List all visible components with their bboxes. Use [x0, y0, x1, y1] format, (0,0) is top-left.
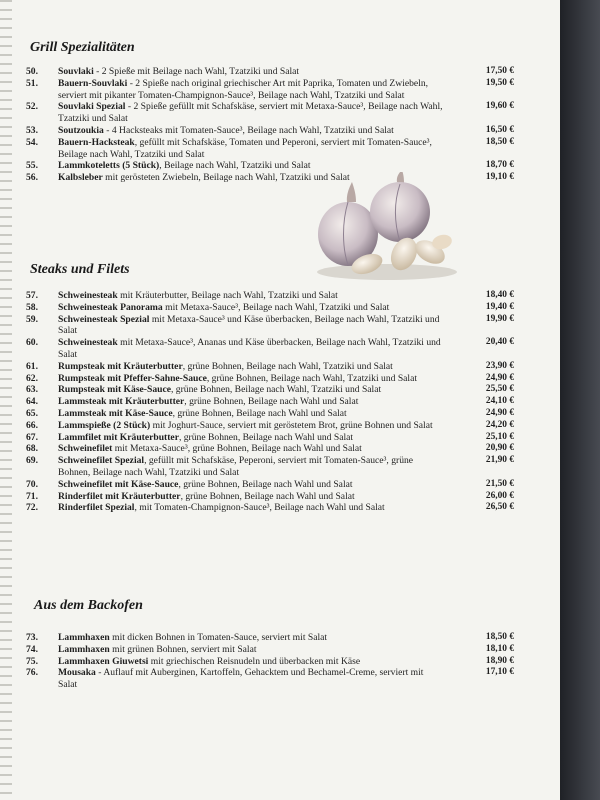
item-number: 56.	[26, 172, 38, 184]
item-price: 19,10 €	[485, 172, 514, 183]
item-price: 19,90 €	[485, 313, 514, 324]
item-description: mit Metaxa-Sauce³, Ananas und Käse überbacken, Beilage nach Wahl, Tzatziki und Salat	[58, 337, 441, 360]
item-number: 53.	[26, 124, 38, 136]
item-name: Rinderfilet mit Kräuterbutter	[58, 490, 181, 502]
item-price: 18,90 €	[485, 655, 514, 666]
item-price: 19,40 €	[485, 301, 514, 312]
item-name: Kalbsleber	[58, 172, 103, 184]
menu-item	[26, 455, 514, 479]
item-name: Lammkoteletts (5 Stück)	[58, 160, 160, 172]
item-name: Lammhaxen Giuwetsi	[58, 655, 149, 667]
item-description: mit Metaxa-Sauce³ und Käse überbacken, Beilage nach Wahl, Tzatziki und Salat	[58, 313, 440, 337]
menu-item	[26, 101, 514, 125]
item-name: Bauern-Souvlaki	[58, 77, 128, 89]
menu-item	[26, 644, 514, 656]
item-name: Rinderfilet Spezial	[58, 502, 135, 514]
item-name: Rumpsteak mit Kräuterbutter	[58, 360, 183, 372]
item-number: 62.	[26, 372, 38, 384]
item-description: mit Joghurt-Sauce, serviert mit geröstetem Brot, grüne Bohnen und Salat	[150, 419, 433, 431]
section-title-backofen: Aus dem Backofen	[34, 598, 143, 613]
item-number: 51.	[26, 77, 38, 89]
item-price: 23,90 €	[485, 360, 514, 371]
item-price: 26,50 €	[485, 502, 514, 513]
menu-item	[26, 502, 514, 514]
item-name: Rumpsteak mit Pfeffer-Sahne-Sauce	[58, 372, 207, 384]
item-price: 18,10 €	[485, 643, 514, 654]
menu-item	[26, 66, 514, 78]
menu-item	[26, 290, 514, 302]
item-name: Mousaka	[58, 667, 96, 679]
item-name: Rumpsteak mit Käse-Sauce	[58, 384, 171, 396]
item-description: , Beilage nach Wahl, Tzatziki und Salat	[159, 160, 311, 172]
section-backofen-items	[26, 632, 514, 691]
item-number: 73.	[26, 632, 38, 643]
menu-item	[26, 632, 514, 644]
item-description: mit grünen Bohnen, serviert mit Salat	[109, 643, 257, 655]
item-price: 21,50 €	[485, 478, 514, 489]
item-name: Lammspieße (2 Stück)	[58, 419, 151, 431]
item-price: 18,40 €	[485, 290, 514, 300]
item-price: 24,10 €	[485, 396, 514, 407]
item-number: 59.	[26, 313, 38, 325]
item-description: - 2 Spieße mit Beilage nach Wahl, Tzatziki und Salat	[93, 66, 300, 77]
item-price: 19,60 €	[485, 101, 514, 112]
background-edge	[560, 0, 600, 800]
item-number: 74.	[26, 643, 38, 655]
item-description: - 4 Hacksteaks mit Tomaten-Sauce³, Beilage nach Wahl, Tzatziki und Salat	[103, 124, 394, 136]
item-number: 50.	[26, 66, 38, 77]
item-price: 25,50 €	[485, 384, 514, 395]
section-grill-items	[26, 66, 514, 184]
item-description: , grüne Bohnen, Beilage nach Wahl und Salat	[178, 478, 353, 490]
menu-item	[26, 337, 514, 361]
item-price: 19,50 €	[485, 77, 514, 88]
item-description: , grüne Bohnen, Beilage nach Wahl, Tzatziki und Salat	[171, 384, 382, 396]
item-price: 18,70 €	[485, 160, 514, 171]
item-description: mit dicken Bohnen in Tomaten-Sauce, serviert mit Salat	[109, 632, 328, 643]
item-price: 16,50 €	[485, 124, 514, 135]
item-name: Schweinefilet Spezial	[58, 455, 145, 467]
spiral-binding	[0, 0, 12, 800]
item-name: Schweinesteak Panorama	[58, 301, 163, 313]
item-number: 52.	[26, 101, 38, 113]
item-number: 71.	[26, 490, 38, 502]
menu-item	[26, 384, 514, 396]
menu-item	[26, 491, 514, 503]
item-number: 60.	[26, 337, 38, 349]
item-description: - 2 Spieße nach original griechischer Art mit Paprika, Tomaten und Zwiebeln, serviert mit pikanter Tomaten-Champignon-Sauce³, Beilage nach Wahl, Tzatziki und Salat	[58, 77, 429, 101]
item-number: 68.	[26, 443, 38, 455]
menu-item	[26, 443, 514, 455]
item-description: mit Metaxa-Sauce³, grüne Bohnen, Beilage nach Wahl und Salat	[112, 443, 362, 455]
item-description: , grüne Bohnen, Beilage nach Wahl, Tzatziki und Salat	[182, 360, 393, 372]
menu-item	[26, 396, 514, 408]
item-number: 70.	[26, 478, 38, 490]
item-number: 66.	[26, 419, 38, 431]
item-name: Souvlaki Spezial	[58, 101, 126, 113]
item-price: 17,10 €	[485, 667, 514, 678]
item-price: 18,50 €	[485, 632, 514, 642]
menu-item	[26, 302, 514, 314]
item-number: 76.	[26, 667, 38, 679]
section-title-steaks: Steaks und Filets	[30, 262, 130, 277]
item-number: 67.	[26, 431, 38, 443]
item-price: 25,10 €	[485, 431, 514, 442]
item-description: , grüne Bohnen, Beilage nach Wahl und Salat	[184, 396, 359, 408]
item-price: 20,90 €	[485, 443, 514, 454]
menu-item	[26, 479, 514, 491]
menu-item	[26, 667, 514, 691]
item-number: 55.	[26, 160, 38, 172]
item-price: 24,90 €	[485, 372, 514, 383]
item-name: Lammsteak mit Käse-Sauce	[58, 407, 173, 419]
item-name: Bauern-Hacksteak	[58, 136, 135, 148]
item-name: Lammhaxen	[58, 643, 110, 655]
menu-item	[26, 137, 514, 161]
garlic-illustration-icon	[312, 172, 462, 282]
item-number: 69.	[26, 455, 38, 467]
item-description: , grüne Bohnen, Beilage nach Wahl und Salat	[172, 407, 347, 419]
item-number: 72.	[26, 502, 38, 514]
item-description: mit Kräuterbutter, Beilage nach Wahl, Tzatziki und Salat	[117, 290, 338, 301]
item-number: 61.	[26, 360, 38, 372]
item-price: 17,50 €	[485, 66, 514, 76]
item-name: Schweinefilet mit Käse-Sauce	[58, 478, 179, 490]
item-number: 57.	[26, 290, 38, 301]
item-number: 64.	[26, 396, 38, 408]
item-number: 54.	[26, 136, 38, 148]
item-number: 75.	[26, 655, 38, 667]
item-description: mit griechischen Reisnudeln und überbacken mit Käse	[148, 655, 361, 667]
item-price: 21,90 €	[485, 455, 514, 466]
menu-item	[26, 420, 514, 432]
menu-item	[26, 408, 514, 420]
item-price: 20,40 €	[485, 337, 514, 348]
item-description: , gefüllt mit Schafskäse, Tomaten und Peperoni, serviert mit Tomaten-Sauce³, Beilage nach Wahl, Tzatziki und Salat	[58, 136, 432, 160]
item-description: mit Metaxa-Sauce³, Beilage nach Wahl, Tzatziki und Salat	[162, 301, 390, 313]
menu-item	[26, 432, 514, 444]
item-price: 24,90 €	[485, 407, 514, 418]
item-description: , grüne Bohnen, Beilage nach Wahl und Salat	[180, 490, 355, 502]
item-name: Schweinesteak Spezial	[58, 313, 150, 325]
item-description: , grüne Bohnen, Beilage nach Wahl und Salat	[178, 431, 354, 443]
item-number: 65.	[26, 407, 38, 419]
item-number: 63.	[26, 384, 38, 396]
item-name: Schweinesteak	[58, 337, 118, 349]
item-description: , gefüllt mit Schafskäse, Peperoni, serviert mit Tomaten-Sauce³, grüne Bohnen, Beilage nach Wahl, Tzatziki und Salat	[58, 455, 414, 478]
menu-item	[26, 314, 514, 338]
item-price: 18,50 €	[485, 136, 514, 147]
item-name: Soutzoukia	[58, 124, 104, 136]
item-name: Lammhaxen	[58, 632, 110, 643]
item-description: , mit Tomaten-Champignon-Sauce³, Beilage nach Wahl und Salat	[134, 502, 385, 514]
menu-item	[26, 160, 514, 172]
section-title-grill: Grill Spezialitäten	[30, 40, 135, 55]
item-description: - 2 Spieße gefüllt mit Schafskäse, serviert mit Metaxa-Sauce³, Beilage nach Wahl, Tzatziki und Salat	[58, 101, 443, 125]
item-name: Lammsteak mit Kräuterbutter	[58, 396, 185, 408]
item-name: Lammfilet mit Kräuterbutter	[58, 431, 179, 443]
item-number: 58.	[26, 301, 38, 313]
menu-item	[26, 361, 514, 373]
item-name: Souvlaki	[58, 66, 94, 77]
item-price: 26,00 €	[485, 490, 514, 501]
item-description: , grüne Bohnen, Beilage nach Wahl, Tzatziki und Salat	[206, 372, 418, 384]
item-price: 24,20 €	[485, 419, 514, 430]
item-description: - Auflauf mit Auberginen, Kartoffeln, Gehacktem und Bechamel-Creme, serviert mit Salat	[58, 667, 424, 691]
item-name: Schweinefilet	[58, 443, 113, 455]
menu-item	[26, 373, 514, 385]
item-description: mit gerösteten Zwiebeln, Beilage nach Wahl, Tzatziki und Salat	[102, 172, 350, 184]
menu-item	[26, 78, 514, 102]
menu-item	[26, 656, 514, 668]
menu-item	[26, 125, 514, 137]
item-name: Schweinesteak	[58, 290, 118, 301]
section-steaks-items	[26, 290, 514, 514]
